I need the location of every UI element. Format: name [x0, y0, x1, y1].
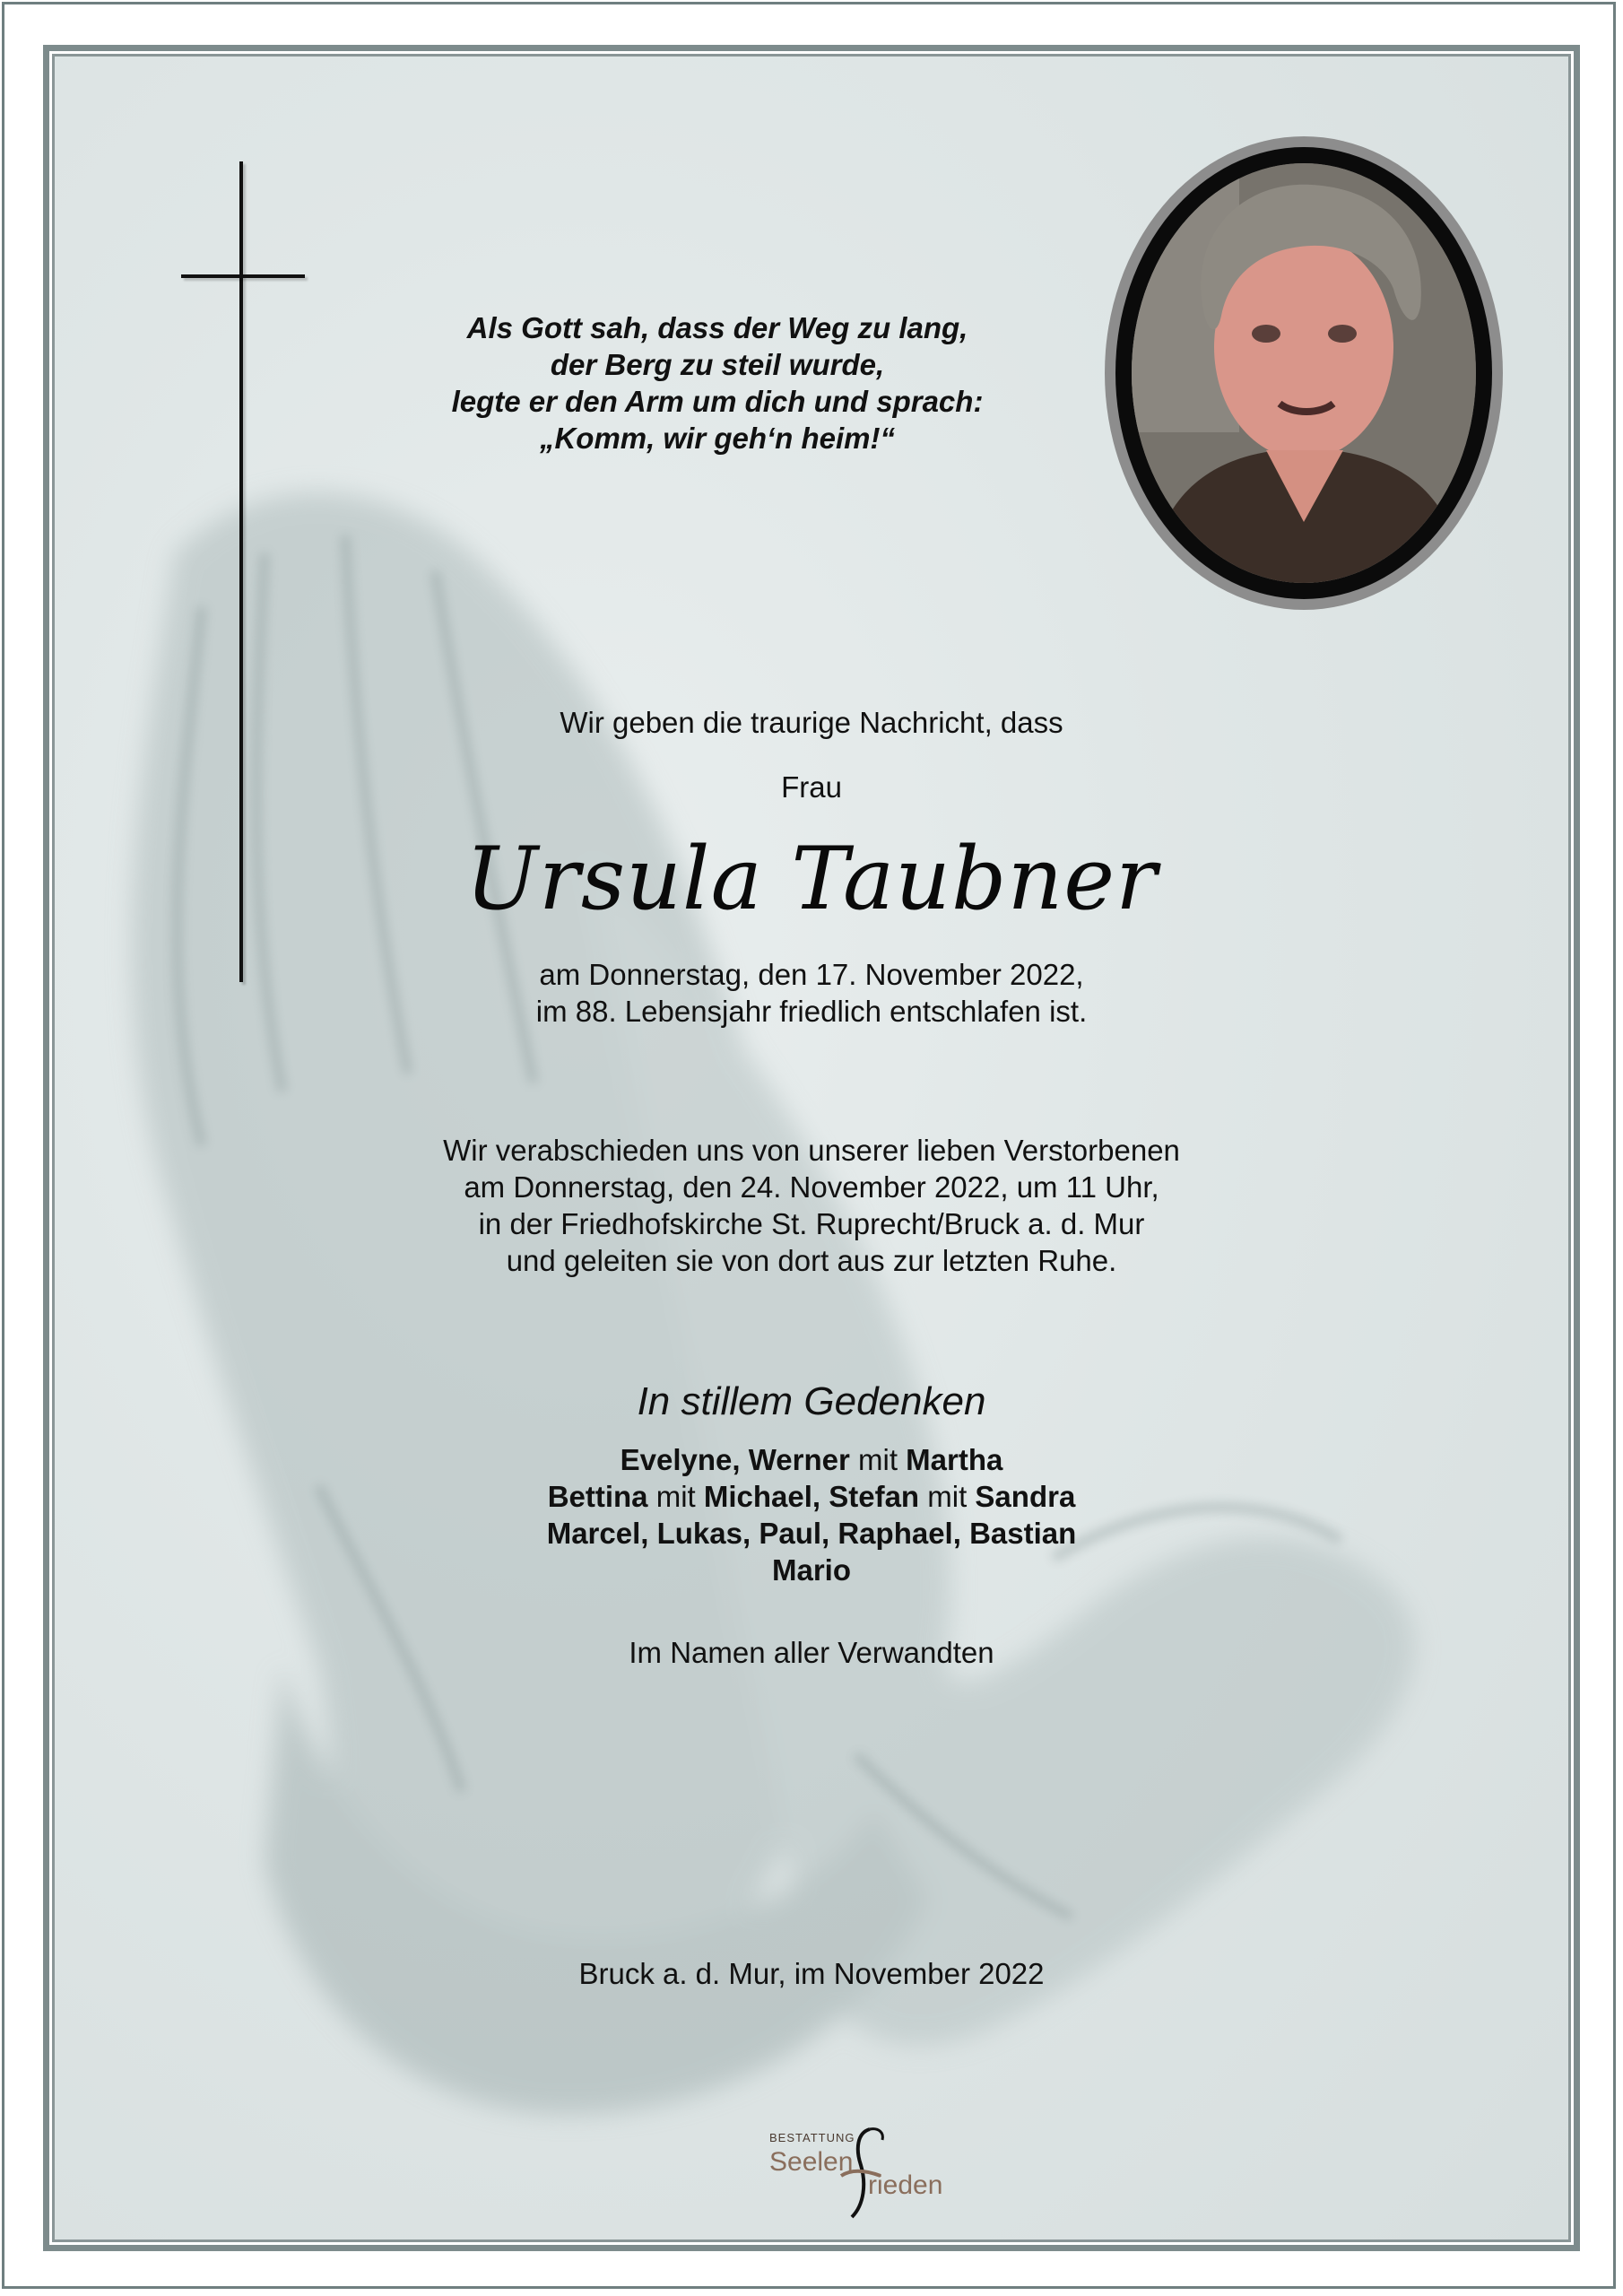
mourners-line: [377, 1441, 1246, 1478]
logo-small-text: BESTATTUNG: [769, 2131, 855, 2144]
mourner-connector: mit: [849, 1443, 907, 1476]
funeral-home-logo: [769, 2124, 958, 2222]
mourner-names: Michael, Stefan: [703, 1480, 920, 1513]
mourner-names: Bettina: [547, 1480, 648, 1513]
mourner-connector: mit: [647, 1480, 704, 1513]
quote-line: der Berg zu steil wurde,: [550, 348, 885, 381]
cross-icon: [239, 161, 243, 982]
logo-word-frieden: rieden: [868, 2170, 943, 2200]
funeral-line: und geleiten sie von dort aus zur letzten Ruhe.: [506, 1244, 1117, 1277]
relatives-line: Im Namen aller Verwandten: [629, 1636, 994, 1669]
funeral-line: am Donnerstag, den 24. November 2022, um 11 Uhr,: [464, 1170, 1159, 1204]
portrait-photo: [1132, 163, 1476, 583]
funeral-line: in der Friedhofskirche St. Ruprecht/Bruck a. d. Mur: [478, 1207, 1145, 1240]
quote-line: legte er den Arm um dich und sprach:: [451, 385, 984, 418]
mourner-names: Marcel, Lukas, Paul, Raphael, Bastian: [546, 1517, 1077, 1550]
mourners-line: [377, 1478, 1246, 1515]
salutation: Frau: [781, 770, 842, 804]
intro-text: Wir geben die traurige Nachricht, dass: [560, 706, 1063, 739]
cross-icon-bar: [181, 274, 305, 278]
mourner-connector: mit: [919, 1480, 976, 1513]
death-date-line: am Donnerstag, den 17. November 2022,: [539, 958, 1084, 991]
quote-line: Als Gott sah, dass der Weg zu lang,: [466, 311, 968, 344]
mourners-list: [377, 1441, 1246, 1588]
mourner-names: Martha: [906, 1443, 1003, 1476]
mourners-line: [377, 1552, 1246, 1588]
quote-line: „Komm, wir geh‘n heim!“: [539, 422, 896, 455]
deceased-name: Ursula Taubner: [465, 829, 1158, 929]
mourner-names: Mario: [771, 1553, 851, 1587]
mourner-names: Sandra: [975, 1480, 1076, 1513]
funeral-line: Wir verabschieden uns von unserer lieben Verstorbenen: [443, 1134, 1180, 1167]
mourners-line: [377, 1515, 1246, 1552]
death-age-line: im 88. Lebensjahr friedlich entschlafen ist.: [535, 995, 1088, 1028]
mourner-names: Evelyne, Werner: [620, 1443, 850, 1476]
memorial-quote: [377, 309, 1058, 457]
place-date: Bruck a. d. Mur, im November 2022: [578, 1957, 1045, 1990]
logo-word-seelen: Seelen: [769, 2147, 854, 2177]
mourners-heading: In stillem Gedenken: [637, 1379, 986, 1423]
